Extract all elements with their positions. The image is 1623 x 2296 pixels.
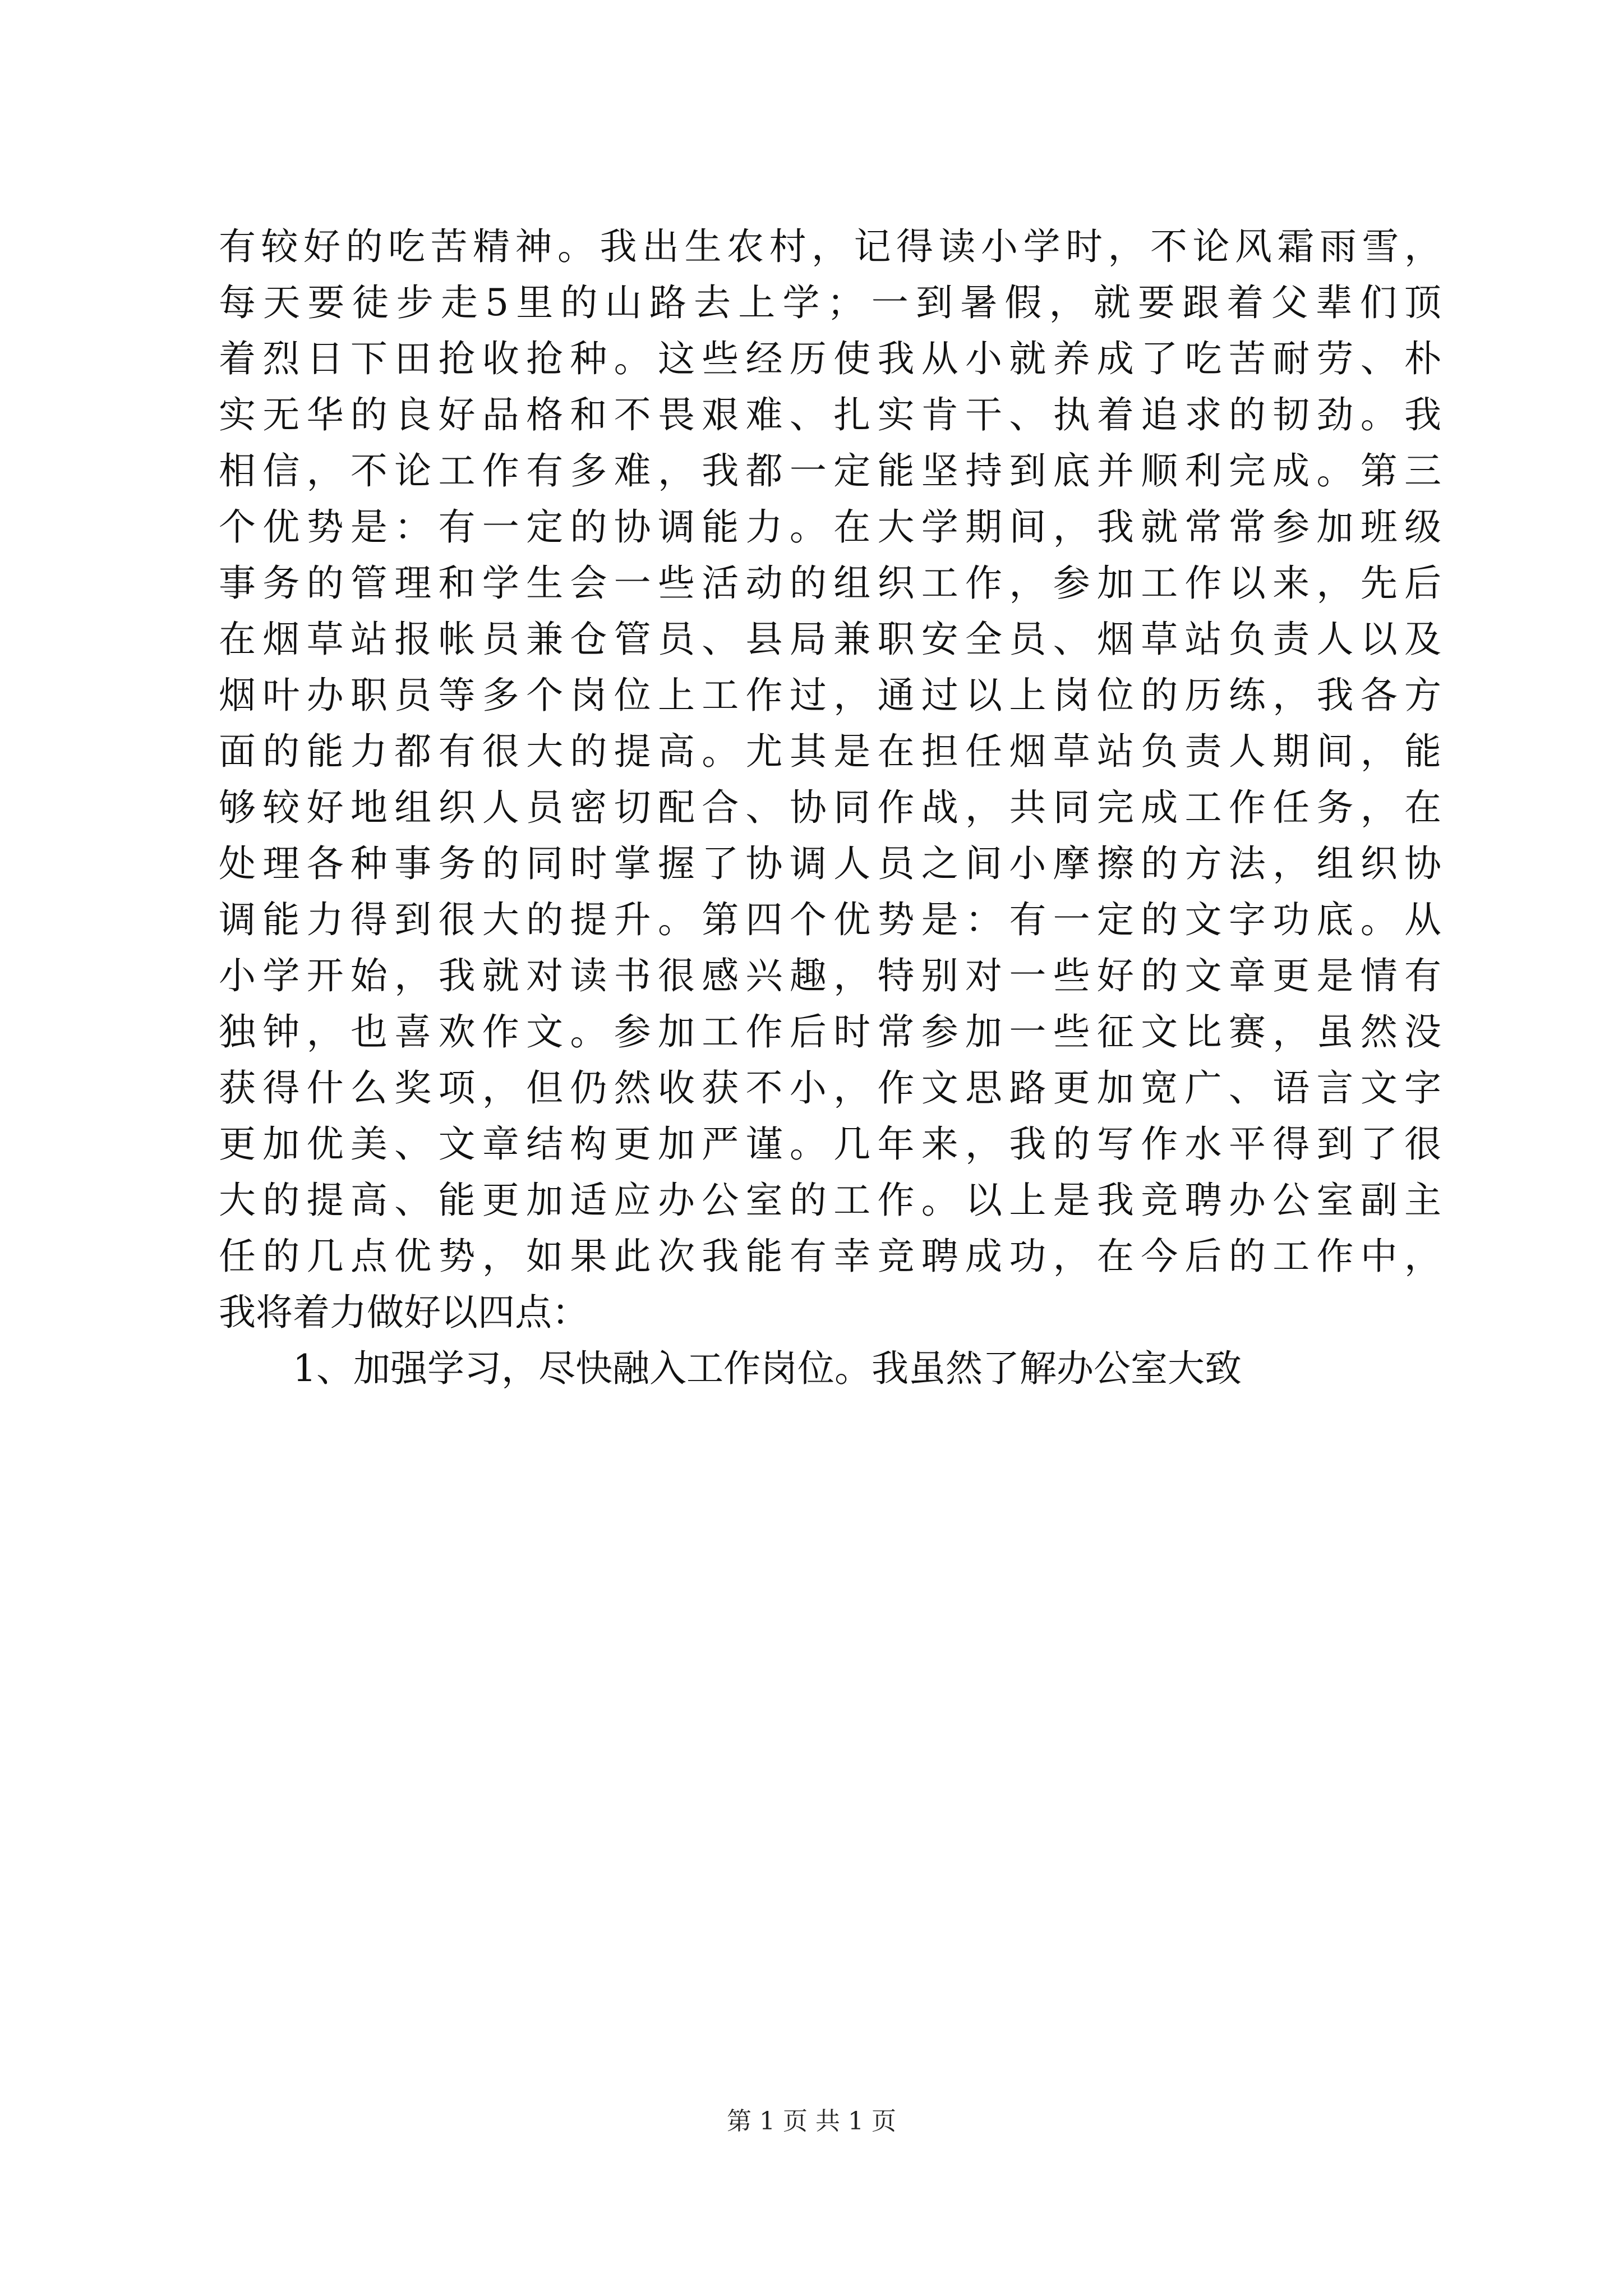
text-line: 面的能力都有很大的提高。尤其是在担任烟草站负责人期间，能 — [219, 730, 1441, 773]
text-line: 更加优美、文章结构更加严谨。几年来，我的写作水平得到了很 — [219, 1122, 1441, 1166]
text-line: 事务的管理和学生会一些活动的组织工作，参加工作以来，先后 — [219, 562, 1441, 605]
text-line: 每天要徒步走5里的山路去上学；一到暑假，就要跟着父辈们顶 — [219, 281, 1441, 324]
text-line: 获得什么奖项，但仍然收获不小，作文思路更加宽广、语言文字 — [219, 1066, 1441, 1110]
text-line: 大的提高、能更加适应办公室的工作。以上是我竞聘办公室副主 — [219, 1179, 1441, 1222]
text-line: 在烟草站报帐员兼仓管员、县局兼职安全员、烟草站负责人以及 — [219, 618, 1441, 661]
text-line: 处理各种事务的同时掌握了协调人员之间小摩擦的方法，组织协 — [219, 842, 1441, 885]
page-footer: 第 1 页 共 1 页 — [727, 2107, 896, 2136]
text-line: 实无华的良好品格和不畏艰难、扎实肯干、执着追求的韧劲。我 — [219, 393, 1441, 436]
text-line: 够较好地组织人员密切配合、协同作战，共同完成工作任务，在 — [219, 786, 1441, 829]
text-line: 任的几点优势，如果此次我能有幸竞聘成功，在今后的工作中， — [219, 1235, 1441, 1278]
text-line: 小学开始，我就对读书很感兴趣，特别对一些好的文章更是情有 — [219, 954, 1441, 997]
document-body — [219, 219, 1441, 1397]
paragraph-2-line: 1、加强学习，尽快融入工作岗位。我虽然了解办公室大致 — [293, 1347, 1242, 1390]
text-line: 烟叶办职员等多个岗位上工作过，通过以上岗位的历练，我各方 — [219, 674, 1441, 717]
text-line: 独钟，也喜欢作文。参加工作后时常参加一些征文比赛，虽然没 — [219, 1010, 1441, 1053]
text-line: 相信，不论工作有多难，我都一定能坚持到底并顺利完成。第三 — [219, 449, 1441, 493]
text-line: 调能力得到很大的提升。第四个优势是：有一定的文字功底。从 — [219, 898, 1441, 941]
text-line: 我将着力做好以四点： — [219, 1291, 589, 1334]
text-line: 有较好的吃苦精神。我出生农村，记得读小学时，不论风霜雨雪， — [219, 225, 1441, 268]
text-line: 个优势是：有一定的协调能力。在大学期间，我就常常参加班级 — [219, 505, 1441, 549]
text-line: 着烈日下田抢收抢种。这些经历使我从小就养成了吃苦耐劳、朴 — [219, 337, 1441, 380]
